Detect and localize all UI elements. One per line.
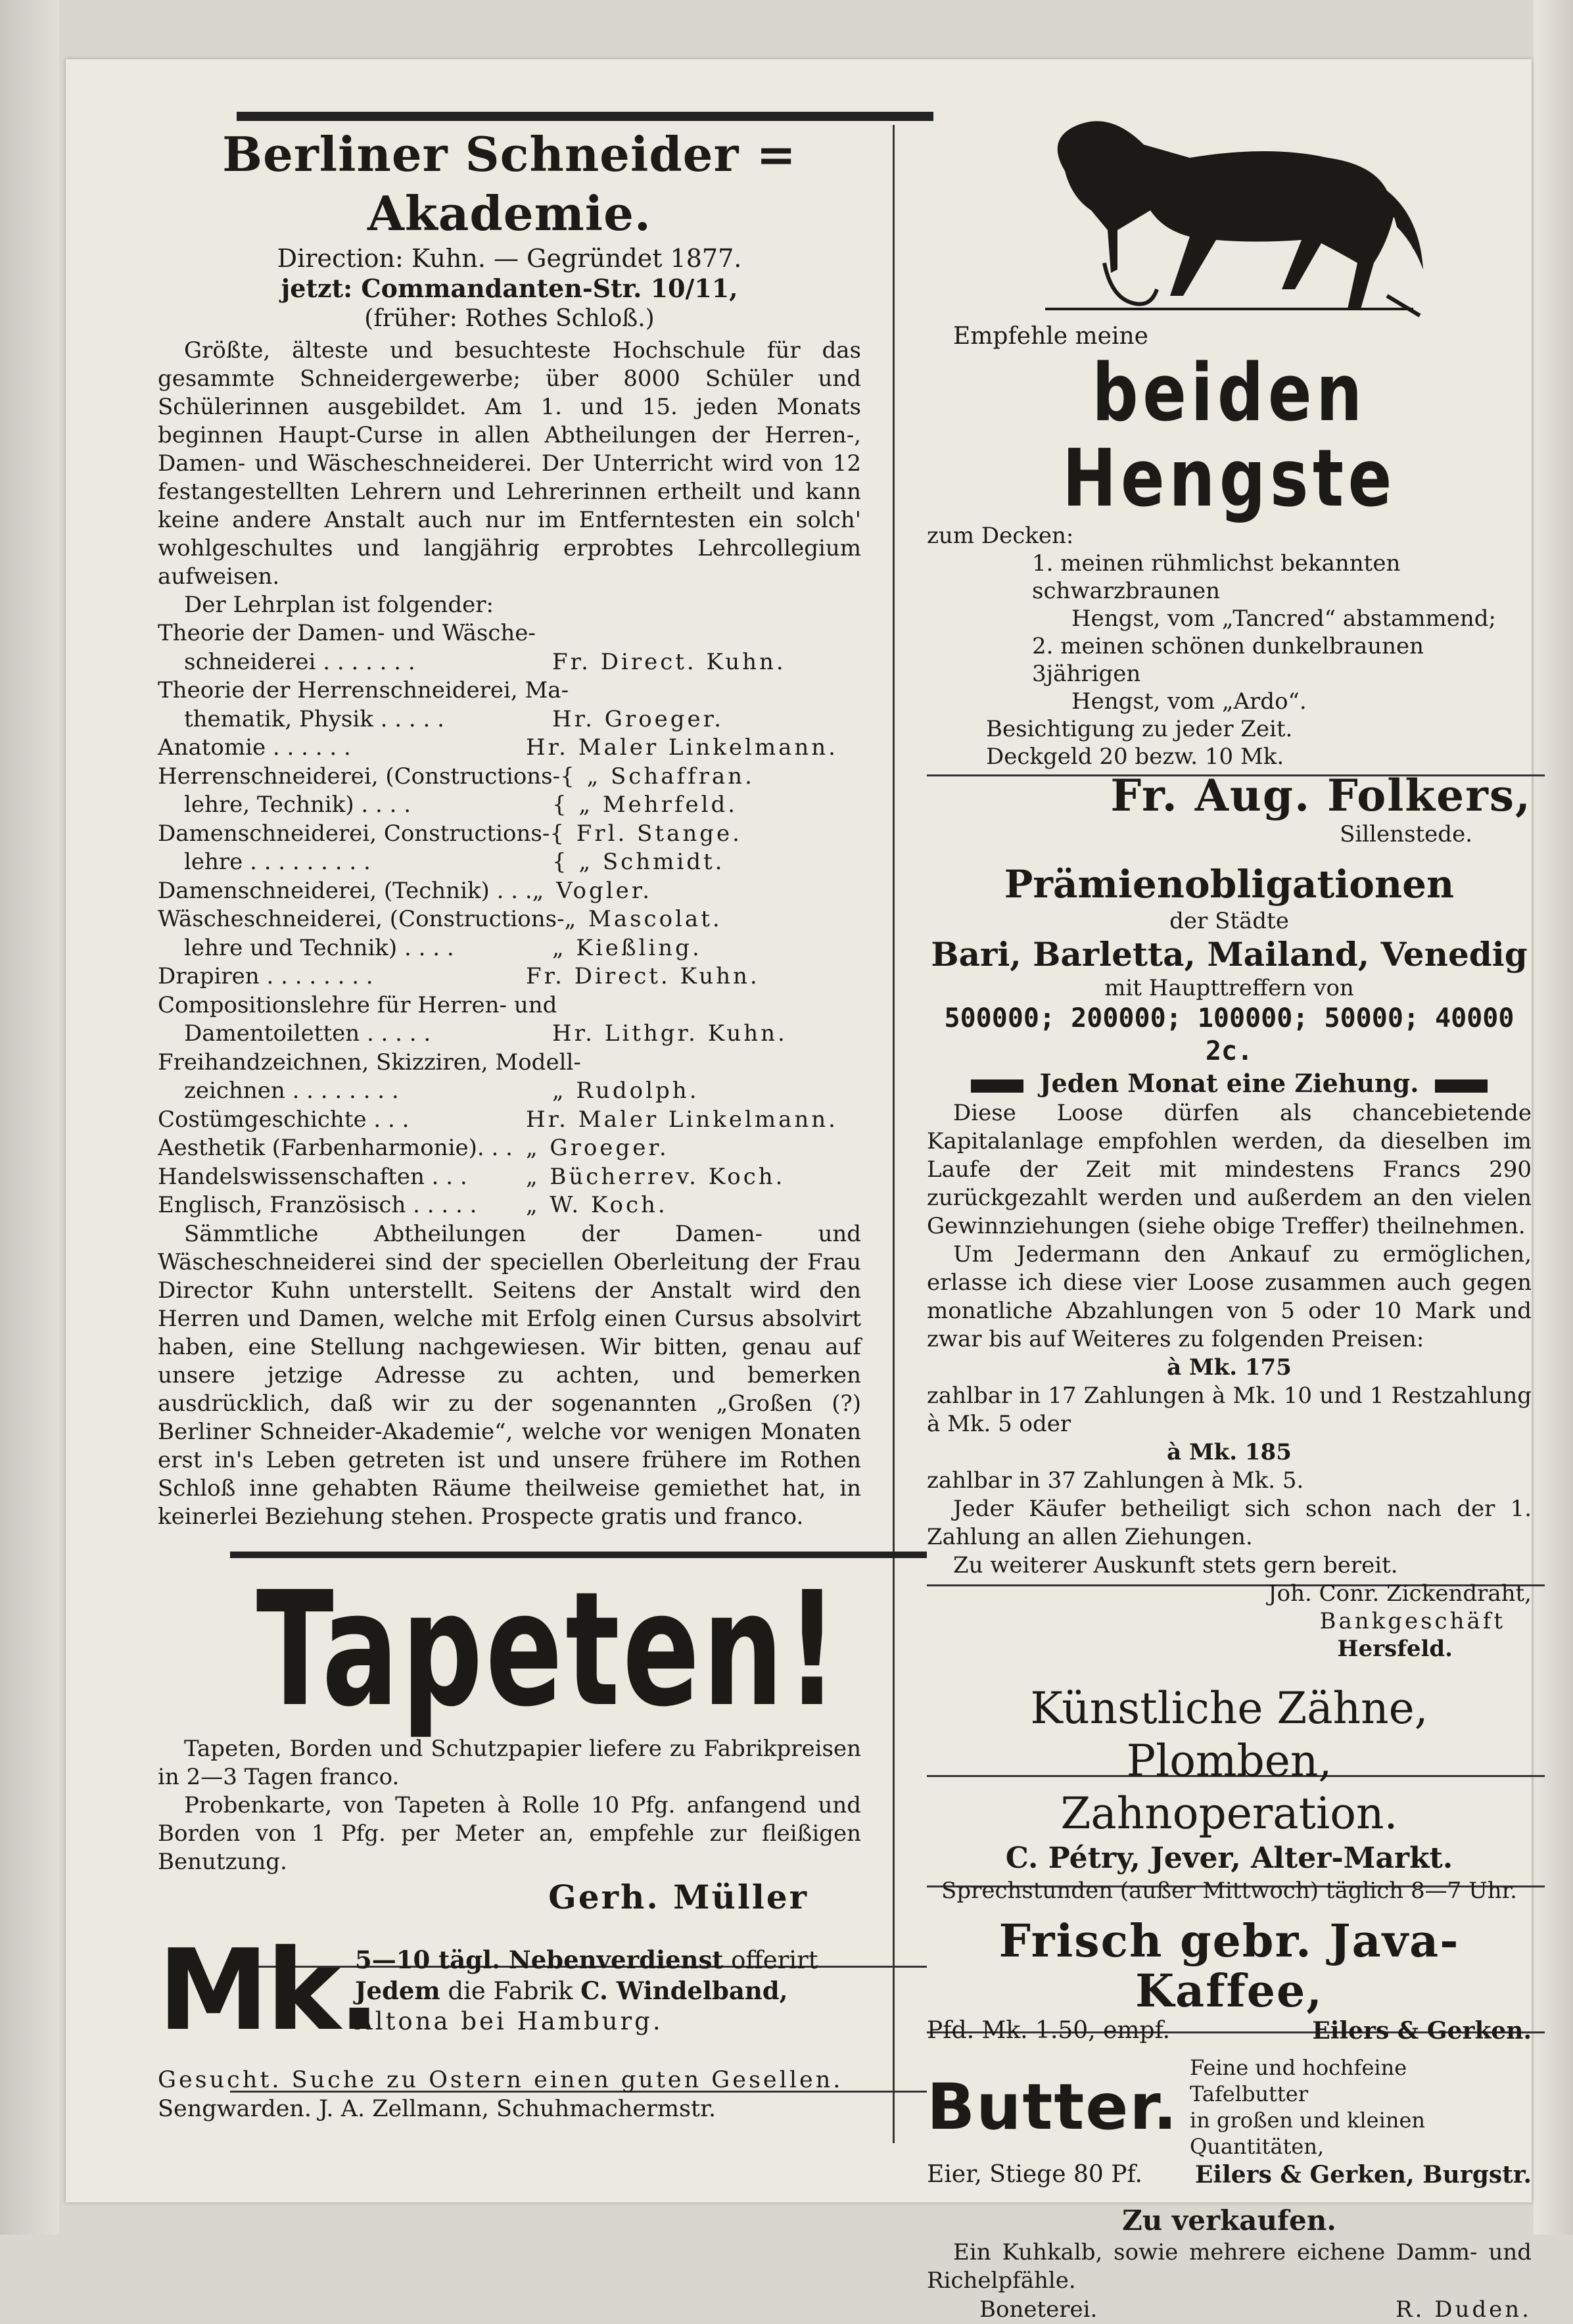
kaffee-title: Frisch gebr. Java-Kaffee, (998, 1915, 1460, 2018)
hengste-item2a: 2. meinen schönen dunkelbraunen 3jährigen (1032, 633, 1424, 687)
course-row (158, 1134, 861, 1163)
praemien-sig3: Hersfeld. (1337, 1636, 1453, 1662)
course-teacher: Hr. Groeger. (552, 705, 724, 732)
course-row (158, 820, 861, 849)
praemien-body3: Jeder Käufer betheiligt sich schon nach der 1. Zahlung an allen Ziehungen. (927, 1496, 1532, 1550)
mk-text-c: Jedem (355, 1976, 440, 2005)
tapeten-line2: Probenkarte, von Tapeten à Rolle 10 Pfg. anfangend und Borden von 1 Pfg. per Meter an, empfehle zur fleißigen Benutzung. (158, 1791, 861, 1875)
course-subject: Costümgeschichte . . . (158, 1106, 410, 1133)
course-teacher: „ Rudolph. (552, 1078, 699, 1104)
course-subject: lehre und Technik) . . . . (184, 934, 454, 961)
ad-gesucht (158, 2066, 861, 2123)
verkaufen-name: R. Duden. (1396, 2296, 1532, 2323)
hengste-empfehle: Empfehle meine (953, 323, 1148, 350)
verkaufen-text: Ein Kuhkalb, sowie mehrere eichene Damm- und Richelpfähle. (927, 2239, 1532, 2294)
verkaufen-place: Boneterei. (979, 2296, 1098, 2323)
ad-kaffee (927, 1916, 1532, 2045)
schneider-outro: Sämmtliche Abtheilungen der Damen- und Wäscheschneiderei sind der speciellen Oberleitung der Frau Director Kuhn unterstellt. Seitens der Anstalt wird den Herren und Damen, welche mit Erfolg einen Cursus absolvirt haben, eine Stellung nachgewiesen. Wir bitten, genau auf unsere jetzige Adresse zu achten, und bemerken ausdrücklich, daß wir zu der sogenannten „Großen (?) Berliner Schneider-Akademie“, welche vor wenigen Monaten erst in's Leben getreten ist und unsere frühere im Rothen Schloß inne gehabten Räume theilweise gemiethet hat, in keinerlei Beziehung stehen. Prospecte gratis und franco. (158, 1220, 861, 1530)
hengste-title: beiden Hengste (1062, 348, 1396, 525)
course-teacher: { „ Schaffran. (560, 763, 755, 790)
mk-text-d: die Fabrik (448, 1976, 573, 2005)
praemien-body4: Zu weiterer Auskunft stets gern bereit. (953, 1552, 1398, 1578)
kaffee-price: Pfd. Mk. 1.50, empf. (927, 2017, 1171, 2044)
schneider-intro: Größte, älteste und besuchteste Hochschule für das gesammte Schneidergewerbe; über 8000 Schüler und Schülerinnen ausgebildet. Am 1. und 15. jeden Monats beginnen Haupt-Curse in allen Abtheilungen der Herren-, Damen- und Wäscheschneiderei. Der Unterricht wird von 12 festangestellten Lehrern und Lehrerinnen ertheilt und kann keine andere Anstalt auch nur im Entferntesten ein solch' wohlgeschultes und langjährig erprobtes Lehrcollegium aufweisen. (158, 337, 861, 590)
ad-butter (927, 2054, 1532, 2190)
course-row (158, 877, 861, 906)
course-teacher: Fr. Direct. Kuhn. (552, 648, 786, 675)
praemien-price2-text: zahlbar in 37 Zahlungen à Mk. 5. (927, 1467, 1304, 1494)
course-row (158, 962, 861, 991)
course-teacher: Hr. Lithgr. Kuhn. (552, 1020, 787, 1047)
course-subject: Englisch, Französisch . . . . . (158, 1192, 477, 1218)
course-row (158, 1077, 861, 1106)
hengste-place: Sillenstede. (1340, 821, 1472, 847)
course-teacher: Hr. Maler Linkelmann. (526, 1106, 838, 1133)
mk-text-f: Altona bei Hamburg. (355, 2006, 663, 2035)
course-teacher: „ Groeger. (526, 1135, 669, 1161)
praemien-price2: à Mk. 185 (1167, 1439, 1292, 1465)
course-teacher (536, 619, 861, 648)
hengste-name: Fr. Aug. Folkers, (1110, 770, 1532, 821)
butter-desc1: Feine und hochfeine Tafelbutter (1190, 2055, 1407, 2106)
column-rule (893, 125, 895, 2143)
course-row (158, 648, 861, 677)
course-row (158, 705, 861, 734)
schneider-address: jetzt: Commandanten-Str. 10/11, (281, 273, 738, 303)
ad-nebenverdienst (158, 1925, 861, 2056)
zaehne-who: C. Pétry, Jever, Alter-Markt. (1005, 1841, 1453, 1875)
ad-hengste (927, 99, 1532, 848)
course-subject: Aesthetik (Farbenharmonie). . . (158, 1135, 513, 1161)
hand-left-icon (971, 1079, 1023, 1093)
praemien-price1-text: zahlbar in 17 Zahlungen à Mk. 10 und 1 Restzahlung à Mk. 5 oder (927, 1383, 1532, 1437)
tapeten-signature: Gerh. Müller (548, 1877, 809, 1916)
right-column (927, 99, 1532, 2324)
praemien-price1: à Mk. 175 (1167, 1354, 1292, 1381)
gesucht-line1: Gesucht. Suche zu Ostern einen guten Gesellen. (158, 2066, 843, 2093)
course-list (158, 619, 861, 1220)
course-subject: Handelswissenschaften . . . (158, 1163, 467, 1190)
course-subject: Herrenschneiderei, (Constructions- (158, 763, 561, 790)
praemien-sig1: Joh. Conr. Zickendraht, (1268, 1580, 1532, 1607)
course-row (158, 734, 861, 763)
course-teacher: „ Mascolat. (564, 906, 722, 932)
praemien-body2: Um Jedermann den Ankauf zu ermöglichen, erlasse ich diese vier Loose zusammen auch gegen monatliche Abzahlungen von 5 oder 10 Mark und zwar bis auf Weiteres zu folgenden Preisen: (927, 1241, 1532, 1352)
course-subject: lehre, Technik) . . . . (184, 792, 411, 818)
hengste-deckgeld: Deckgeld 20 bezw. 10 Mk. (986, 744, 1284, 770)
praemien-sig2: Bankgeschäft (1319, 1608, 1505, 1634)
course-row (158, 791, 861, 820)
course-row (158, 934, 861, 963)
tapeten-title: Tapeten! (256, 1557, 841, 1742)
scan-edge-left (0, 0, 59, 2235)
hengste-besicht: Besichtigung zu jeder Zeit. (986, 716, 1293, 742)
course-teacher: „ Bücherrev. Koch. (526, 1163, 786, 1190)
ad-praemien (927, 861, 1532, 1663)
butter-desc2: in großen und kleinen Quantitäten, (1190, 2108, 1425, 2159)
course-teacher: Fr. Direct. Kuhn. (526, 963, 760, 989)
butter-eier: Eier, Stiege 80 Pf. (927, 2161, 1142, 2188)
course-subject: Drapiren . . . . . . . . (158, 963, 373, 989)
course-teacher: „ W. Koch. (526, 1192, 668, 1218)
course-subject: zeichnen . . . . . . . . (184, 1078, 399, 1104)
course-teacher (569, 676, 861, 705)
zaehne-title1: Künstliche Zähne, Plomben, (1030, 1683, 1428, 1786)
course-subject: Compositionslehre für Herren- und (158, 991, 557, 1018)
hengste-item1b: Hengst, vom „Tancred“ abstammend; (1071, 605, 1496, 632)
course-row (158, 1020, 861, 1049)
course-subject: Anatomie . . . . . . (158, 734, 351, 761)
course-subject: Damenschneiderei, (Technik) . . . (158, 877, 532, 904)
praemien-amounts: 500000; 200000; 100000; 50000; 40000 2c. (944, 1003, 1514, 1066)
course-row (158, 991, 861, 1020)
schneider-direction: Direction: Kuhn. — Gegründet 1877. (277, 244, 742, 273)
mk-text-b: offerirt (731, 1945, 818, 1974)
course-subject: Theorie der Herrenschneiderei, Ma- (158, 677, 569, 703)
course-row (158, 763, 861, 792)
course-row (158, 619, 861, 648)
course-subject: Freihandzeichnen, Skizziren, Modell- (158, 1049, 581, 1076)
kaffee-seller: Eilers & Gerken. (1312, 2017, 1532, 2045)
left-column (158, 105, 861, 2123)
zaehne-title2: Zahnoperation. (1060, 1788, 1398, 1839)
course-row (158, 1163, 861, 1192)
hengste-item1a: 1. meinen rühmlichst bekannten schwarzbraunen (1032, 550, 1401, 604)
butter-title: Butter. (927, 2070, 1179, 2144)
course-subject: Wäscheschneiderei, (Constructions- (158, 906, 565, 932)
course-subject: Damenschneiderei, Constructions- (158, 820, 550, 847)
mk-text-e: C. Windelband, (580, 1976, 788, 2005)
hand-right-icon (1435, 1079, 1488, 1093)
butter-seller: Eilers & Gerken, Burgstr. (1194, 2161, 1532, 2189)
course-subject: lehre . . . . . . . . . (184, 849, 371, 875)
course-teacher: { „ Schmidt. (552, 849, 725, 875)
mk-text-a: 5—10 tägl. Nebenverdienst (355, 1945, 724, 1974)
course-teacher: { Frl. Stange. (550, 820, 742, 847)
course-row (158, 1106, 861, 1135)
mk-big: Mk. (158, 1925, 378, 2056)
course-teacher: „ Vogler. (532, 877, 653, 904)
course-teacher: „ Kießling. (552, 934, 702, 961)
tapeten-line1: Tapeten, Borden und Schutzpapier liefere zu Fabrikpreisen in 2—3 Tagen franco. (158, 1735, 861, 1790)
course-subject: thematik, Physik . . . . . (184, 705, 444, 732)
praemien-der-staedte: der Städte (1169, 908, 1289, 934)
course-teacher: { „ Mehrfeld. (552, 792, 738, 818)
course-teacher (581, 1049, 861, 1078)
ad-tapeten (158, 1557, 861, 1918)
ad-zaehne (927, 1682, 1532, 1905)
hengste-item2b: Hengst, vom „Ardo“. (1071, 688, 1307, 715)
course-teacher (557, 991, 861, 1020)
course-subject: Damentoiletten . . . . . (184, 1020, 431, 1047)
praemien-mit: mit Haupttreffern von (1104, 975, 1354, 1001)
course-subject: Theorie der Damen- und Wäsche- (158, 620, 536, 646)
course-row (158, 1191, 861, 1220)
zaehne-hours: Sprechstunden (außer Mittwoch) täglich 8—7 Uhr. (941, 1878, 1517, 1904)
horse-illustration (1019, 99, 1426, 322)
verkaufen-title: Zu verkaufen. (1122, 2204, 1336, 2237)
ad-verkaufen (927, 2203, 1532, 2324)
schneider-lehrplan: Der Lehrplan ist folgender: (184, 592, 494, 618)
course-teacher: Hr. Maler Linkelmann. (526, 734, 838, 761)
praemien-ziehung: Jeden Monat eine Ziehung. (1039, 1068, 1419, 1098)
gesucht-line2: Sengwarden. J. A. Zellmann, Schuhmachermstr. (158, 2095, 716, 2122)
praemien-cities: Bari, Barletta, Mailand, Venedig (931, 935, 1528, 974)
praemien-title: Prämienobligationen (1004, 862, 1455, 907)
praemien-body1: Diese Loose dürfen als chancebietende Kapitalanlage empfohlen werden, da dieselben im Laufe der Zeit mit mindestens Francs 290 zurückgezahlt werden und außerdem an den vielen Gewinnziehungen (siehe obige Treffer) theilnehmen. (927, 1100, 1532, 1239)
course-subject: schneiderei . . . . . . . (184, 648, 415, 675)
hengste-zum: zum Decken: (927, 523, 1074, 549)
course-row (158, 676, 861, 705)
course-row (158, 1049, 861, 1078)
course-row (158, 848, 861, 877)
schneider-title: Berliner Schneider = Akademie. (222, 126, 797, 241)
scan-edge-right (1534, 0, 1573, 2235)
course-row (158, 905, 861, 934)
schneider-former: (früher: Rothes Schloß.) (364, 305, 655, 332)
ad-schneider-akademie (158, 125, 861, 1531)
